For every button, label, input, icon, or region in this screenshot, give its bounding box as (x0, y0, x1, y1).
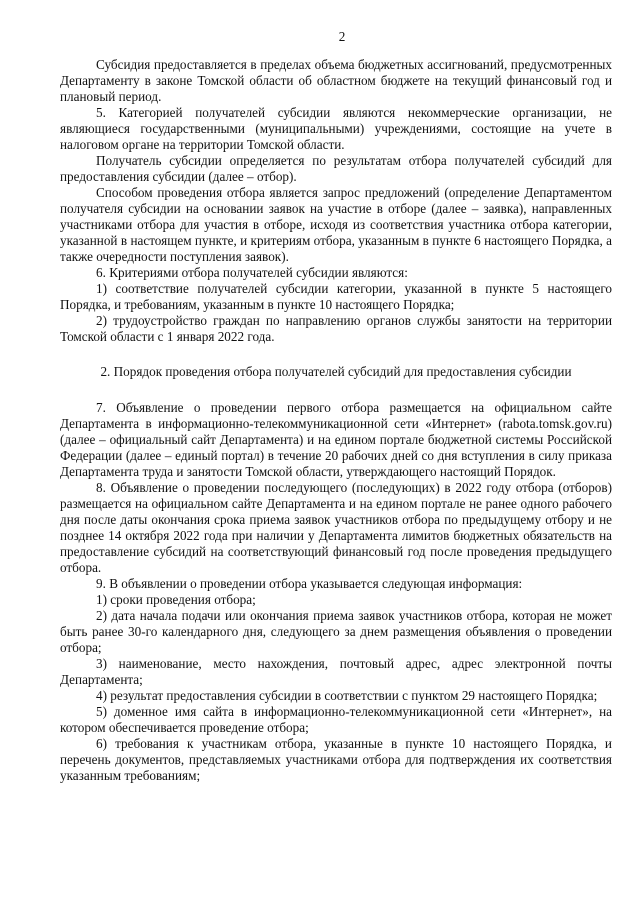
paragraph-item-9-announcement-info: 9. В объявлении о проведении отбора указывается следующая информация: (96, 576, 523, 591)
paragraph-info-6: 6) требования к участникам отбора, указанные в пункте 10 настоящего Порядка, и перечень документов, представляемых участниками отбора для подтверждения их соответствия указанным требованиям; (60, 736, 612, 783)
paragraph-info-2: 2) дата начала подачи или окончания приема заявок участников отбора, которая не может быть ранее 30-го календарного дня, следующего за днем размещения объявления о проведении отбора; (60, 608, 612, 655)
paragraph-info-3: 3) наименование, место нахождения, почтовый адрес, адрес электронной почты Департамента; (60, 656, 612, 687)
paragraph-recipient-selection: Получатель субсидии определяется по результатам отбора получателей субсидий для предоставления субсидии (далее – отбор). (60, 153, 612, 184)
paragraph-item-8-subsequent-announcement: 8. Объявление о проведении последующего (последующих) в 2022 году отбора (отборов) размещается на официальном сайте Департамента и на едином портале не ранее одного рабочего дня после даты окончания срока приема заявок участников отбора по предыдущему отбору и не позднее 14 октября 2022 года при наличии у Департамента лимитов бюджетных обязательств на предоставление субсидий на соответствующий финансовый год после проведения предыдущего отбора. (60, 480, 612, 575)
page-number: 2 (338, 29, 346, 44)
paragraph-criterion-2: 2) трудоустройство граждан по направлению органов службы занятости на территории Томской области с 1 января 2022 года. (60, 313, 612, 344)
paragraph-info-1: 1) сроки проведения отбора; (96, 592, 256, 607)
paragraph-item-5-category: 5. Категорией получателей субсидии являются некоммерческие организации, не являющиеся государственными (муниципальными) учреждениями, состоящие на учете в налоговом органе на территории Томской области. (60, 105, 612, 152)
paragraph-item-7-first-announcement: 7. Объявление о проведении первого отбора размещается на официальном сайте Департамента в информационно-телекоммуникационной сети «Интернет» (rabota.tomsk.gov.ru) (далее – официальный сайт Департамента) и на едином портале бюджетной системы Российской Федерации (далее – единый портал) в течение 20 рабочих дней со дня вступления в силу приказа Департамента труда и занятости Томской области, утверждающего настоящий Порядок. (60, 400, 612, 479)
section-2-heading: 2. Порядок проведения отбора получателей субсидий для предоставления субсидии (100, 364, 572, 379)
paragraph-subsidy-limits: Субсидия предоставляется в пределах объема бюджетных ассигнований, предусмотренных Департаменту в законе Томской области об областном бюджете на текущий финансовый год и плановый период. (60, 57, 612, 104)
paragraph-info-4: 4) результат предоставления субсидии в соответствии с пунктом 29 настоящего Порядка; (96, 688, 598, 703)
paragraph-selection-method: Способом проведения отбора является запрос предложений (определение Департаментом получателя субсидии на основании заявок на участие в отборе (далее – заявка), направленных участниками отбора для участия в отборе, исходя из соответствия участника отбора категории, указанной в настоящем пункте, и критериям отбора, указанным в пункте 6 настоящего Порядка, а также очередности поступления заявок). (60, 185, 612, 264)
section-1-body (60, 57, 612, 345)
paragraph-item-6-criteria: 6. Критериями отбора получателей субсидии являются: (96, 265, 408, 280)
section-2-body (60, 400, 612, 784)
paragraph-info-5: 5) доменное имя сайта в информационно-телекоммуникационной сети «Интернет», на котором обеспечивается проведение отбора; (60, 704, 612, 735)
paragraph-criterion-1: 1) соответствие получателей субсидии категории, указанной в пункте 5 настоящего Порядка, и требованиям, указанным в пункте 10 настоящего Порядка; (60, 281, 612, 312)
